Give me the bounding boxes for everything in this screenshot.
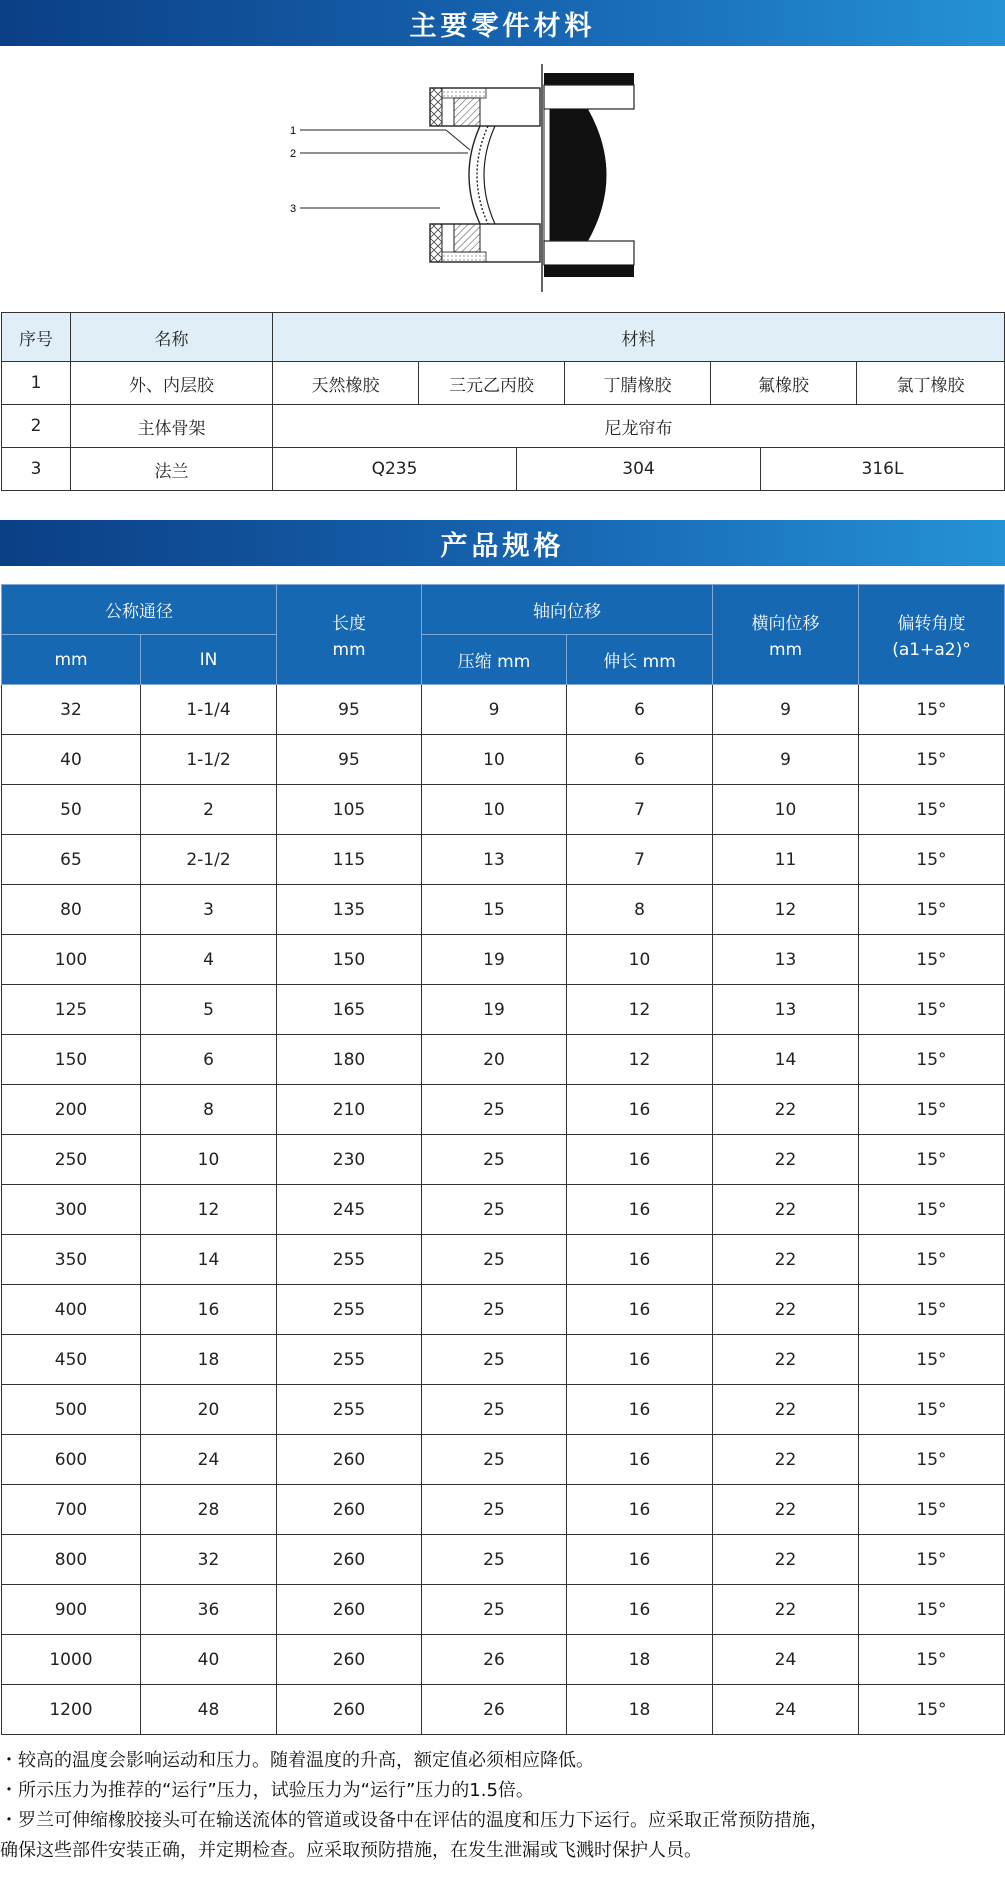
materials-row	[2, 362, 1005, 405]
table-cell: 22	[713, 1185, 859, 1235]
table-cell: 16	[567, 1185, 713, 1235]
spec-section-title: 产品规格	[440, 530, 565, 562]
table-cell: 65	[2, 835, 141, 885]
table-cell: 26	[422, 1685, 567, 1735]
header-lateral	[713, 585, 859, 685]
header-compress: 压缩 mm	[422, 635, 567, 685]
table-cell: 10	[141, 1135, 277, 1185]
table-cell: 260	[277, 1585, 422, 1635]
table-cell: 115	[277, 835, 422, 885]
table-cell: 15°	[859, 1635, 1005, 1685]
table-cell: 16	[567, 1535, 713, 1585]
joint-cross-section-diagram	[290, 58, 670, 298]
spec-table-body	[2, 685, 1005, 1735]
table-cell: 12	[567, 985, 713, 1035]
table-cell: 13	[422, 835, 567, 885]
material-cell: 316L	[861, 459, 904, 479]
table-cell: 12	[713, 885, 859, 935]
table-cell: 2-1/2	[141, 835, 277, 885]
table-row	[2, 1285, 1005, 1335]
table-cell: 4	[141, 935, 277, 985]
table-row	[2, 685, 1005, 735]
table-cell: 230	[277, 1135, 422, 1185]
table-cell: 255	[277, 1285, 422, 1335]
table-cell: 25	[422, 1535, 567, 1585]
table-cell: 6	[567, 735, 713, 785]
table-cell: 25	[422, 1435, 567, 1485]
table-cell: 22	[713, 1585, 859, 1635]
table-cell: 13	[713, 935, 859, 985]
table-cell: 14	[713, 1035, 859, 1085]
table-cell: 260	[277, 1635, 422, 1685]
table-cell: 50	[2, 785, 141, 835]
table-cell: 15	[422, 885, 567, 935]
row-name: 法兰	[71, 448, 273, 491]
table-cell: 15°	[859, 735, 1005, 785]
left-section-view	[430, 88, 540, 262]
materials-header-row	[2, 313, 1005, 362]
table-cell: 13	[713, 985, 859, 1035]
table-cell: 25	[422, 1335, 567, 1385]
table-cell: 15°	[859, 1435, 1005, 1485]
table-cell: 105	[277, 785, 422, 835]
table-cell: 40	[2, 735, 141, 785]
table-row	[2, 1685, 1005, 1735]
table-cell: 19	[422, 935, 567, 985]
header-mm: mm	[2, 635, 141, 685]
note-line: 确保这些部件安装正确，并定期检查。应采取预防措施，在发生泄漏或飞溅时保护人员。	[0, 1840, 702, 1861]
table-cell: 22	[713, 1485, 859, 1535]
table-row	[2, 885, 1005, 935]
table-row	[2, 1185, 1005, 1235]
table-cell: 16	[567, 1485, 713, 1535]
table-row	[2, 1435, 1005, 1485]
note-line: ・罗兰可伸缩橡胶接头可在输送流体的管道或设备中在评估的温度和压力下运行。应采取正常预防措施，	[0, 1810, 828, 1831]
table-row	[2, 1585, 1005, 1635]
note-line: ・所示压力为推荐的“运行”压力，试验压力为“运行”压力的1.5倍。	[0, 1780, 534, 1801]
table-cell: 48	[141, 1685, 277, 1735]
table-cell: 260	[277, 1485, 422, 1535]
table-row	[2, 1635, 1005, 1685]
table-cell: 19	[422, 985, 567, 1035]
table-cell: 25	[422, 1235, 567, 1285]
table-cell: 100	[2, 935, 141, 985]
table-cell: 600	[2, 1435, 141, 1485]
table-cell: 11	[713, 835, 859, 885]
table-cell: 32	[141, 1535, 277, 1585]
table-cell: 5	[141, 985, 277, 1035]
table-cell: 15°	[859, 1335, 1005, 1385]
table-cell: 14	[141, 1235, 277, 1285]
table-cell: 16	[567, 1235, 713, 1285]
row-name: 外、内层胶	[71, 362, 273, 405]
table-cell: 7	[567, 785, 713, 835]
header-length	[277, 585, 422, 685]
table-cell: 16	[567, 1385, 713, 1435]
table-cell: 16	[567, 1085, 713, 1135]
header-angle	[859, 585, 1005, 685]
table-cell: 15°	[859, 1285, 1005, 1335]
table-cell: 125	[2, 985, 141, 1035]
table-cell: 350	[2, 1235, 141, 1285]
table-cell: 18	[567, 1685, 713, 1735]
header-angle-unit: (a1+a2)°	[892, 640, 971, 660]
table-cell: 12	[567, 1035, 713, 1085]
material-cell: 氯丁橡胶	[857, 362, 1005, 405]
materials-table	[1, 312, 1005, 491]
table-cell: 25	[422, 1085, 567, 1135]
header-length-unit: mm	[332, 640, 366, 660]
table-row	[2, 1235, 1005, 1285]
material-cell: 丁腈橡胶	[565, 362, 711, 405]
table-cell: 15°	[859, 685, 1005, 735]
table-cell: 1200	[2, 1685, 141, 1735]
table-cell: 22	[713, 1285, 859, 1335]
table-cell: 8	[141, 1085, 277, 1135]
table-cell: 9	[713, 735, 859, 785]
table-cell: 1-1/2	[141, 735, 277, 785]
table-cell: 165	[277, 985, 422, 1035]
table-cell: 95	[277, 735, 422, 785]
table-cell: 36	[141, 1585, 277, 1635]
table-cell: 700	[2, 1485, 141, 1535]
table-cell: 135	[277, 885, 422, 935]
table-cell: 40	[141, 1635, 277, 1685]
row-no: 1	[2, 362, 71, 405]
table-cell: 255	[277, 1235, 422, 1285]
header-name: 名称	[71, 313, 273, 362]
table-cell: 245	[277, 1185, 422, 1235]
header-nominal: 公称通径	[2, 585, 277, 635]
header-angle-label: 偏转角度	[897, 614, 966, 634]
table-cell: 22	[713, 1235, 859, 1285]
table-cell: 8	[567, 885, 713, 935]
table-row	[2, 985, 1005, 1035]
header-lateral-unit: mm	[768, 640, 803, 660]
table-cell: 450	[2, 1335, 141, 1385]
table-cell: 24	[141, 1435, 277, 1485]
table-cell: 25	[422, 1385, 567, 1435]
table-cell: 15°	[859, 1485, 1005, 1535]
table-cell: 400	[2, 1285, 141, 1335]
table-cell: 6	[567, 685, 713, 735]
header-no: 序号	[2, 313, 71, 362]
spec-table	[1, 584, 1005, 1735]
table-cell: 6	[141, 1035, 277, 1085]
table-cell: 10	[567, 935, 713, 985]
table-cell: 255	[277, 1385, 422, 1435]
table-cell: 16	[567, 1585, 713, 1635]
material-cell: Q235	[273, 448, 517, 490]
table-cell: 24	[713, 1635, 859, 1685]
header-in: IN	[141, 635, 277, 685]
callout-2: 2	[290, 148, 297, 160]
table-cell: 20	[141, 1385, 277, 1435]
table-row	[2, 835, 1005, 885]
material-cell: 304	[517, 448, 761, 490]
table-row	[2, 735, 1005, 785]
table-cell: 15°	[859, 785, 1005, 835]
table-cell: 800	[2, 1535, 141, 1585]
table-cell: 10	[422, 735, 567, 785]
table-cell: 15°	[859, 985, 1005, 1035]
table-cell: 18	[141, 1335, 277, 1385]
table-cell: 22	[713, 1085, 859, 1135]
table-cell: 200	[2, 1085, 141, 1135]
parts-section-banner	[0, 0, 1005, 46]
table-cell: 25	[422, 1285, 567, 1335]
header-length-label: 长度	[332, 614, 366, 634]
header-axial: 轴向位移	[422, 585, 713, 635]
table-row	[2, 1135, 1005, 1185]
callout-lines	[300, 130, 470, 208]
table-cell: 15°	[859, 1685, 1005, 1735]
table-row	[2, 1035, 1005, 1085]
callout-3: 3	[290, 203, 297, 215]
table-cell: 22	[713, 1335, 859, 1385]
table-cell: 15°	[859, 885, 1005, 935]
table-cell: 24	[713, 1685, 859, 1735]
material-cell: 尼龙帘布	[273, 405, 1005, 448]
table-row	[2, 785, 1005, 835]
row-no: 2	[2, 405, 71, 448]
table-cell: 255	[277, 1335, 422, 1385]
table-cell: 150	[2, 1035, 141, 1085]
table-cell: 18	[567, 1635, 713, 1685]
table-cell: 15°	[859, 1585, 1005, 1635]
table-cell: 260	[277, 1685, 422, 1735]
table-cell: 95	[277, 685, 422, 735]
table-row	[2, 1485, 1005, 1535]
table-cell: 25	[422, 1185, 567, 1235]
table-cell: 15°	[859, 1085, 1005, 1135]
table-cell: 180	[277, 1035, 422, 1085]
table-cell: 16	[567, 1135, 713, 1185]
table-row	[2, 1535, 1005, 1585]
table-cell: 25	[422, 1585, 567, 1635]
table-cell: 10	[713, 785, 859, 835]
table-cell: 15°	[859, 1385, 1005, 1435]
table-cell: 16	[567, 1285, 713, 1335]
table-cell: 1-1/4	[141, 685, 277, 735]
table-cell: 7	[567, 835, 713, 885]
materials-row	[2, 405, 1005, 448]
table-cell: 16	[567, 1435, 713, 1485]
table-cell: 9	[713, 685, 859, 735]
table-cell: 80	[2, 885, 141, 935]
table-cell: 150	[277, 935, 422, 985]
table-cell: 20	[422, 1035, 567, 1085]
table-cell: 15°	[859, 1135, 1005, 1185]
table-cell: 25	[422, 1135, 567, 1185]
row-name: 主体骨架	[71, 405, 273, 448]
row-no: 3	[2, 448, 71, 491]
material-cell: 三元乙丙胶	[419, 362, 565, 405]
table-cell: 22	[713, 1435, 859, 1485]
table-cell: 16	[141, 1285, 277, 1335]
notes	[0, 1746, 1005, 1866]
table-cell: 250	[2, 1135, 141, 1185]
callout-1: 1	[290, 125, 297, 137]
table-cell: 3	[141, 885, 277, 935]
table-cell: 12	[141, 1185, 277, 1235]
table-cell: 210	[277, 1085, 422, 1135]
header-lateral-label: 横向位移	[751, 614, 820, 634]
table-cell: 900	[2, 1585, 141, 1635]
table-row	[2, 935, 1005, 985]
table-row	[2, 1335, 1005, 1385]
table-row	[2, 1085, 1005, 1135]
parts-section-title: 主要零件材料	[409, 10, 596, 42]
table-cell: 260	[277, 1435, 422, 1485]
table-cell: 300	[2, 1185, 141, 1235]
table-cell: 15°	[859, 1535, 1005, 1585]
table-cell: 15°	[859, 1035, 1005, 1085]
table-cell: 15°	[859, 1235, 1005, 1285]
table-row	[2, 1385, 1005, 1435]
table-cell: 1000	[2, 1635, 141, 1685]
spec-header-row-1	[2, 585, 1005, 635]
table-cell: 22	[713, 1535, 859, 1585]
material-cell: 天然橡胶	[273, 362, 419, 405]
materials-row	[2, 448, 1005, 491]
table-cell: 15°	[859, 1185, 1005, 1235]
table-cell: 26	[422, 1635, 567, 1685]
table-cell: 10	[422, 785, 567, 835]
table-cell: 22	[713, 1385, 859, 1435]
table-cell: 9	[422, 685, 567, 735]
right-solid-view	[544, 73, 634, 277]
table-cell: 260	[277, 1535, 422, 1585]
header-extend: 伸长 mm	[567, 635, 713, 685]
table-cell: 2	[141, 785, 277, 835]
header-material: 材料	[273, 313, 1005, 362]
note-line: ・较高的温度会影响运动和压力。随着温度的升高，额定值必须相应降低。	[0, 1750, 594, 1771]
table-cell: 15°	[859, 835, 1005, 885]
table-cell: 32	[2, 685, 141, 735]
table-cell: 25	[422, 1485, 567, 1535]
table-cell: 28	[141, 1485, 277, 1535]
table-cell: 15°	[859, 935, 1005, 985]
material-cell: 氟橡胶	[711, 362, 857, 405]
table-cell: 500	[2, 1385, 141, 1435]
table-cell: 16	[567, 1335, 713, 1385]
table-cell: 22	[713, 1135, 859, 1185]
spec-section-banner	[0, 520, 1005, 566]
